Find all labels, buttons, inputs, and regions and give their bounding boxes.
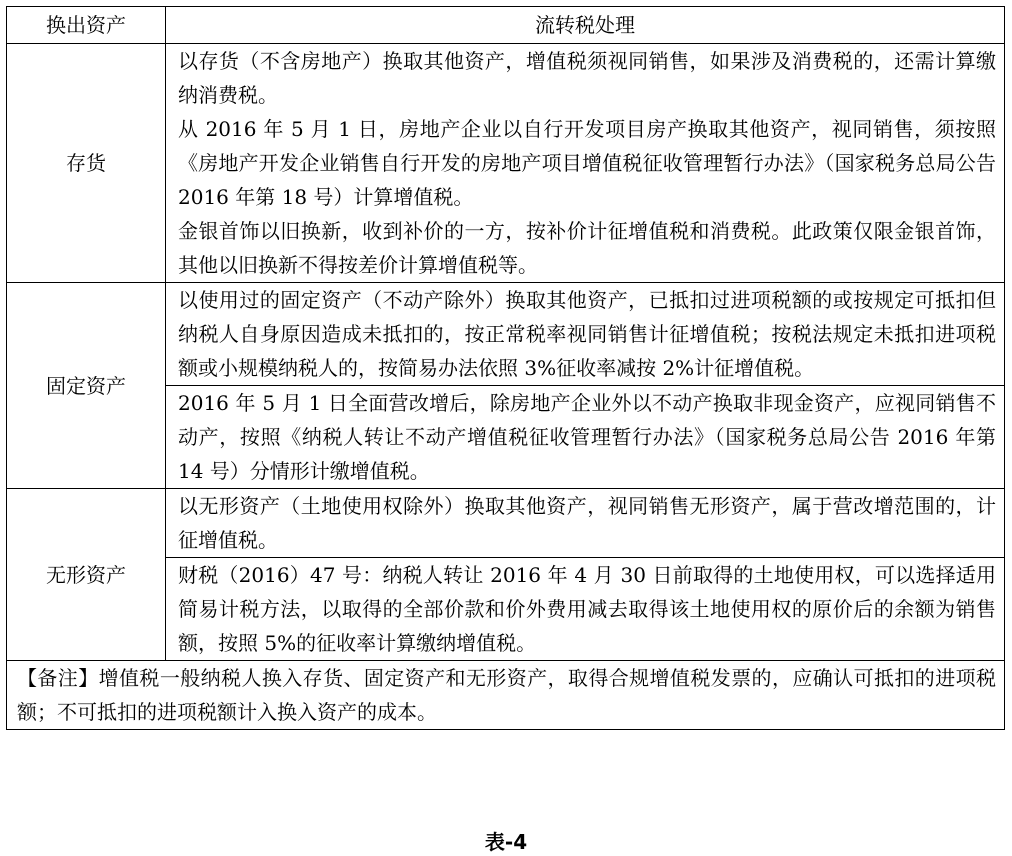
table-row-note — [7, 661, 1005, 730]
inventory-paragraph-3: 金银首饰以旧换新，收到补价的一方，按补价计征增值税和消费税。此政策仅限金银首饰，其他以旧换新不得按差价计算增值税等。 — [178, 219, 996, 277]
table-row-inventory — [7, 44, 1005, 283]
tax-treatment-table — [6, 6, 1005, 730]
fixed-assets-treatment-1: 以使用过的固定资产（不动产除外）换取其他资产，已抵扣过进项税额的或按规定可抵扣但纳税人自身原因造成未抵扣的，按正常税率视同销售计征增值税；按税法规定未抵扣进项税额或小规模纳税人的，按简易办法依照 3%征收率减按 2%计征增值税。 — [166, 283, 1005, 386]
header-asset-out: 换出资产 — [7, 7, 166, 44]
category-intangible-assets: 无形资产 — [7, 489, 166, 661]
inventory-paragraph-2: 从 2016 年 5 月 1 日，房地产企业以自行开发项目房产换取其他资产，视同销售，须按照《房地产开发企业销售自行开发的房地产项目增值税征收管理暂行办法》（国家税务总局公告 2016 年第 18 号）计算增值税。 — [178, 117, 996, 209]
intangible-treatment-1: 以无形资产（土地使用权除外）换取其他资产，视同销售无形资产，属于营改增范围的，计征增值税。 — [166, 489, 1005, 558]
table-note: 【备注】增值税一般纳税人换入存货、固定资产和无形资产，取得合规增值税发票的，应确认可抵扣的进项税额；不可抵扣的进项税额计入换入资产的成本。 — [7, 661, 1005, 730]
header-turnover-tax: 流转税处理 — [166, 7, 1005, 44]
category-fixed-assets: 固定资产 — [7, 283, 166, 489]
table-caption: 表-4 — [484, 830, 528, 854]
fixed-assets-treatment-2: 2016 年 5 月 1 日全面营改增后，除房地产企业外以不动产换取非现金资产，应视同销售不动产，按照《纳税人转让不动产增值税征收管理暂行办法》（国家税务总局公告 2016 年第 14 号）分情形计缴增值税。 — [166, 386, 1005, 489]
table-row-fixed-assets-1 — [7, 283, 1005, 386]
category-inventory: 存货 — [7, 44, 166, 283]
inventory-paragraph-1: 以存货（不含房地产）换取其他资产，增值税须视同销售，如果涉及消费税的，还需计算缴纳消费税。 — [178, 49, 996, 107]
inventory-treatment — [166, 44, 1005, 283]
header-row — [7, 7, 1005, 44]
intangible-treatment-2: 财税（2016）47 号：纳税人转让 2016 年 4 月 30 日前取得的土地使用权，可以选择适用简易计税方法，以取得的全部价款和价外费用减去取得该土地使用权的原价后的余额为销售额，按照 5%的征收率计算缴纳增值税。 — [166, 558, 1005, 661]
table-row-intangible-1 — [7, 489, 1005, 558]
